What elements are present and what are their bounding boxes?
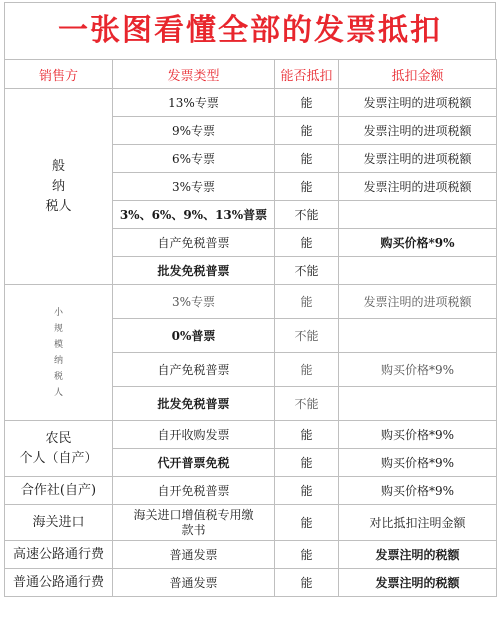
deduction-amount: 购买价格*9% — [339, 449, 497, 477]
invoice-deduction-table — [4, 59, 497, 597]
invoice-type: 自开收购发票 — [113, 421, 275, 449]
seller-line: 纳 — [53, 355, 63, 366]
deductible: 能 — [275, 449, 339, 477]
deduction-amount: 发票注明的进项税额 — [339, 285, 497, 319]
seller-line: 税人 — [45, 198, 72, 214]
seller-customs-import: 海关进口 — [5, 505, 113, 541]
seller-cooperative: 合作社(自产) — [5, 477, 113, 505]
deduction-amount: 购买价格*9% — [339, 477, 497, 505]
seller-line: 人 — [53, 387, 63, 398]
invoice-type: 批发免税普票 — [113, 387, 275, 421]
table-row — [5, 541, 497, 569]
deductible: 不能 — [275, 257, 339, 285]
deduction-amount: 发票注明的进项税额 — [339, 145, 497, 173]
table-row — [5, 89, 497, 117]
deductible: 不能 — [275, 387, 339, 421]
deductible: 能 — [275, 541, 339, 569]
header-deduction-amount: 抵扣金额 — [339, 60, 497, 89]
deduction-amount: 发票注明的税额 — [339, 541, 497, 569]
invoice-type: 自产免税普票 — [113, 229, 275, 257]
invoice-type: 普通发票 — [113, 541, 275, 569]
deductible: 不能 — [275, 319, 339, 353]
header-deductible: 能否抵扣 — [275, 60, 339, 89]
seller-line: 小 — [53, 307, 63, 318]
header-row — [5, 60, 497, 89]
seller-line: 纳 — [51, 178, 65, 194]
invoice-type-line: 海关进口增值税专用缴 — [133, 507, 254, 522]
table-row — [5, 477, 497, 505]
deduction-amount: 发票注明的进项税额 — [339, 117, 497, 145]
seller-line: 个人（自产） — [19, 450, 98, 466]
table-row — [5, 421, 497, 449]
table-row — [5, 285, 497, 319]
deductible: 能 — [275, 173, 339, 201]
invoice-type: 9%专票 — [113, 117, 275, 145]
invoice-type: 批发免税普票 — [113, 257, 275, 285]
page-title: 一张图看懂全部的发票抵扣 — [4, 2, 496, 59]
header-seller: 销售方 — [5, 60, 113, 89]
seller-farmer — [5, 421, 113, 477]
seller-line: 税 — [53, 371, 63, 382]
seller-line: 农民 — [45, 430, 72, 446]
invoice-type: 普通发票 — [113, 569, 275, 597]
deductible: 能 — [275, 477, 339, 505]
deduction-amount: 购买价格*9% — [339, 229, 497, 257]
seller-ordinary-road-toll: 普通公路通行费 — [5, 569, 113, 597]
deduction-amount: 购买价格*9% — [339, 421, 497, 449]
deduction-amount — [339, 319, 497, 353]
deductible: 能 — [275, 421, 339, 449]
deduction-amount: 发票注明的进项税额 — [339, 173, 497, 201]
deductible: 能 — [275, 569, 339, 597]
invoice-type: 0%普票 — [113, 319, 275, 353]
invoice-type — [113, 505, 275, 541]
seller-line: 模 — [53, 339, 63, 350]
invoice-type: 6%专票 — [113, 145, 275, 173]
deductible: 能 — [275, 505, 339, 541]
deduction-amount: 对比抵扣注明金额 — [339, 505, 497, 541]
invoice-type: 3%专票 — [113, 173, 275, 201]
deduction-amount: 发票注明的进项税额 — [339, 89, 497, 117]
deductible: 能 — [275, 89, 339, 117]
invoice-type: 3%、6%、9%、13%普票 — [113, 201, 275, 229]
invoice-type-line: 款书 — [181, 522, 206, 537]
seller-highway-toll: 高速公路通行费 — [5, 541, 113, 569]
header-invoice-type: 发票类型 — [113, 60, 275, 89]
table-row — [5, 569, 497, 597]
seller-small-scale-taxpayer — [5, 285, 113, 421]
deduction-amount — [339, 387, 497, 421]
deductible: 能 — [275, 285, 339, 319]
deductible: 能 — [275, 117, 339, 145]
deduction-amount — [339, 201, 497, 229]
seller-general-taxpayer — [5, 89, 113, 285]
deductible: 不能 — [275, 201, 339, 229]
deduction-amount: 购买价格*9% — [339, 353, 497, 387]
seller-line: 规 — [53, 323, 63, 334]
invoice-type: 3%专票 — [113, 285, 275, 319]
deductible: 能 — [275, 229, 339, 257]
seller-line: 般 — [51, 158, 65, 174]
table-row — [5, 505, 497, 541]
deductible: 能 — [275, 145, 339, 173]
deduction-amount — [339, 257, 497, 285]
invoice-type: 自产免税普票 — [113, 353, 275, 387]
invoice-type: 代开普票免税 — [113, 449, 275, 477]
deductible: 能 — [275, 353, 339, 387]
invoice-type: 自开免税普票 — [113, 477, 275, 505]
deduction-amount: 发票注明的税额 — [339, 569, 497, 597]
invoice-type: 13%专票 — [113, 89, 275, 117]
